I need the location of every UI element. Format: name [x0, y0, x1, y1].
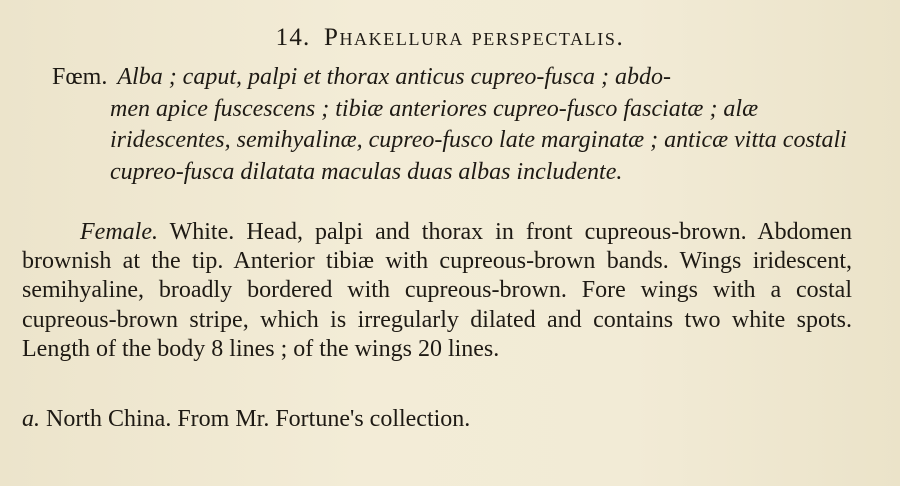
english-description-text: White. Head, palpi and thorax in front cupreous-brown. Abdomen brownish at the tip. Anterior tibiæ with cupreous-brown bands. Wings iridescent, semihyaline, broadly bordered with cupreous-brown. Fore wings with a costal cupreous-brown stripe, which is irregularly dilated and contains two white spots. Length of the body 8 lines ; of the wings 20 lines. — [22, 219, 852, 362]
locality-line — [22, 404, 852, 434]
english-sex-label: Female. — [80, 219, 158, 245]
latin-description — [52, 62, 852, 188]
species-name: Phakellura perspectalis. — [323, 24, 625, 51]
latin-first-line-text: Alba ; caput, palpi et thorax anticus cupreo-fusca ; abdo- — [117, 64, 672, 90]
latin-sex-label: Fœm. — [52, 64, 108, 90]
latin-first-line — [52, 62, 852, 94]
english-description — [22, 218, 852, 364]
latin-description-text: men apice fuscescens ; tibiæ anteriores cupreo-fusco fasciatæ ; alæ iridescentes, semihyalinæ, cupreo-fusco late marginatæ ; anticæ vitta costali cupreo-fusca dilatata maculas duas albas includente. — [110, 95, 847, 185]
species-heading — [0, 24, 900, 52]
locality-text: North China. From Mr. Fortune's collection. — [46, 406, 471, 432]
locality-label: a. — [22, 406, 40, 432]
species-number: 14. — [275, 24, 311, 51]
